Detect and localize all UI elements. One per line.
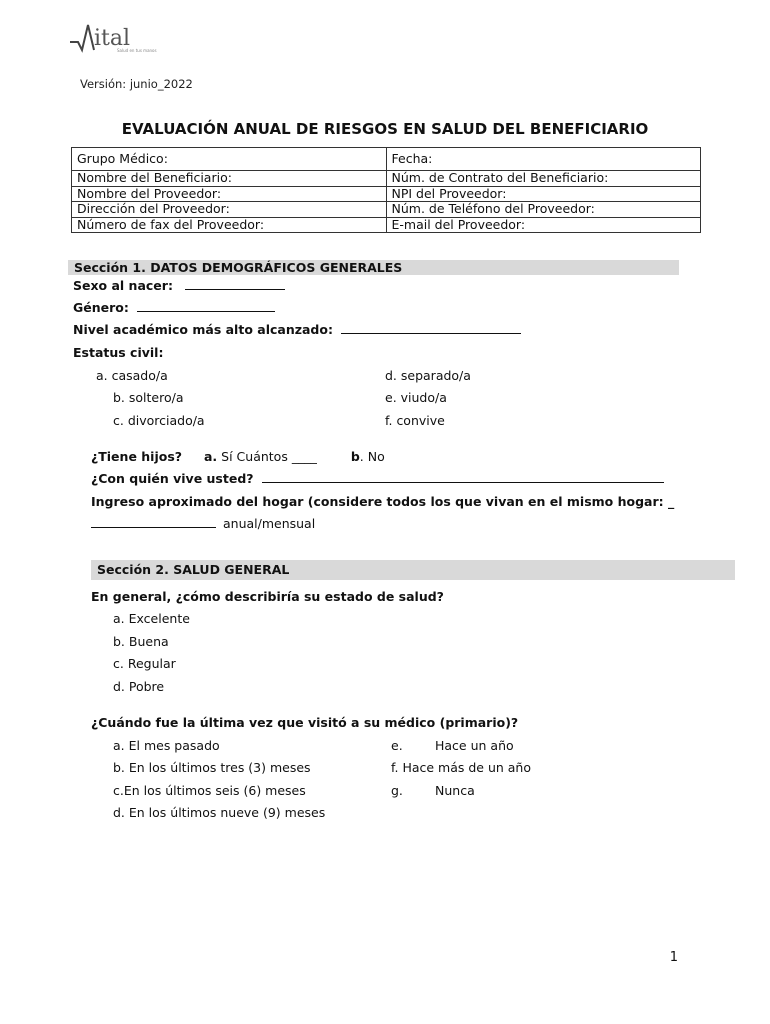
- section2-header: [91, 560, 735, 580]
- ingreso-row: [91, 494, 674, 509]
- ingreso-blank[interactable]: [91, 516, 216, 528]
- q2-g-text: Nunca: [435, 783, 475, 798]
- genero-row: [73, 300, 275, 315]
- table-row: [72, 148, 701, 171]
- nivel-row: [73, 322, 521, 337]
- section1-title: Sección 1. DATOS DEMOGRÁFICOS GENERALES: [74, 260, 403, 275]
- vive-question: ¿Con quién vive usted?: [91, 471, 254, 486]
- info-table: [71, 147, 701, 233]
- q2-question: ¿Cuándo fue la última vez que visitó a su médico (primario)?: [91, 715, 519, 730]
- vive-blank[interactable]: [262, 471, 664, 483]
- q2-option: f. Hace más de un año: [391, 760, 532, 775]
- table-cell: Fecha:: [386, 148, 701, 171]
- table-cell: Dirección del Proveedor:: [72, 202, 387, 218]
- hijos-a-text: Sí Cuántos ____: [221, 449, 317, 464]
- estatus-option: d. separado/a: [385, 368, 471, 383]
- q1-option: d. Pobre: [113, 679, 165, 694]
- nivel-label: Nivel académico más alto alcanzado:: [73, 322, 333, 337]
- estatus-option: f. convive: [385, 413, 445, 428]
- q2-e-text: Hace un año: [435, 738, 514, 753]
- q2-option: d. En los últimos nueve (9) meses: [113, 805, 326, 820]
- hijos-row: [91, 449, 385, 464]
- nivel-blank[interactable]: [341, 322, 521, 334]
- section1-header: [68, 260, 679, 275]
- estatus-option: a. casado/a: [96, 368, 168, 383]
- logo-text: ital: [94, 26, 131, 51]
- q1-option: c. Regular: [113, 656, 176, 671]
- ingreso-suffix: anual/mensual: [222, 516, 316, 531]
- vive-row: [91, 471, 664, 486]
- q2-option: a. El mes pasado: [113, 738, 220, 753]
- genero-blank[interactable]: [137, 300, 275, 312]
- sexo-label: Sexo al nacer:: [73, 278, 173, 293]
- q2-option: b. En los últimos tres (3) meses: [113, 760, 311, 775]
- ingreso-question: Ingreso aproximado del hogar (considere todos los que vivan en el mismo hogar:: [91, 494, 664, 509]
- table-row: [72, 217, 701, 233]
- estatus-option: b. soltero/a: [113, 390, 184, 405]
- logo-subtext: Salud en tus manos: [117, 48, 157, 53]
- table-cell: Nombre del Beneficiario:: [72, 171, 387, 187]
- section2-title: Sección 2. SALUD GENERAL: [97, 562, 290, 577]
- table-row: [72, 186, 701, 202]
- table-cell: Núm. de Contrato del Beneficiario:: [386, 171, 701, 187]
- table-row: [72, 202, 701, 218]
- page-title: EVALUACIÓN ANUAL DE RIESGOS EN SALUD DEL BENEFICIARIO: [121, 120, 649, 138]
- vital-logo: [70, 22, 157, 58]
- table-cell: E-mail del Proveedor:: [386, 217, 701, 233]
- hijos-question: ¿Tiene hijos?: [91, 449, 183, 464]
- estatus-option: e. viudo/a: [385, 390, 447, 405]
- q1-option: b. Buena: [113, 634, 169, 649]
- q2-e-letter: e.: [391, 738, 403, 753]
- q1-question: En general, ¿cómo describiría su estado de salud?: [91, 589, 444, 604]
- table-row: [72, 171, 701, 187]
- q2-option: c.En los últimos seis (6) meses: [113, 783, 306, 798]
- ingreso-mark: _: [668, 494, 675, 509]
- sexo-row: [73, 278, 285, 293]
- ingreso-line-row: [91, 516, 315, 531]
- table-cell: Número de fax del Proveedor:: [72, 217, 387, 233]
- hijos-b-text: . No: [359, 449, 385, 464]
- genero-label: Género:: [73, 300, 129, 315]
- sexo-blank[interactable]: [185, 278, 285, 290]
- estatus-option: c. divorciado/a: [113, 413, 205, 428]
- table-cell: NPI del Proveedor:: [386, 186, 701, 202]
- q2-g-letter: g.: [391, 783, 403, 798]
- q1-option: a. Excelente: [113, 611, 190, 626]
- hijos-b-letter: b: [350, 449, 360, 464]
- table-cell: Grupo Médico:: [72, 148, 387, 171]
- table-cell: Núm. de Teléfono del Proveedor:: [386, 202, 701, 218]
- hijos-a-letter: a.: [204, 449, 218, 464]
- estatus-label: Estatus civil:: [73, 345, 164, 360]
- table-cell: Nombre del Proveedor:: [72, 186, 387, 202]
- version-label: Versión: junio_2022: [80, 77, 193, 91]
- page-number: 1: [669, 950, 678, 965]
